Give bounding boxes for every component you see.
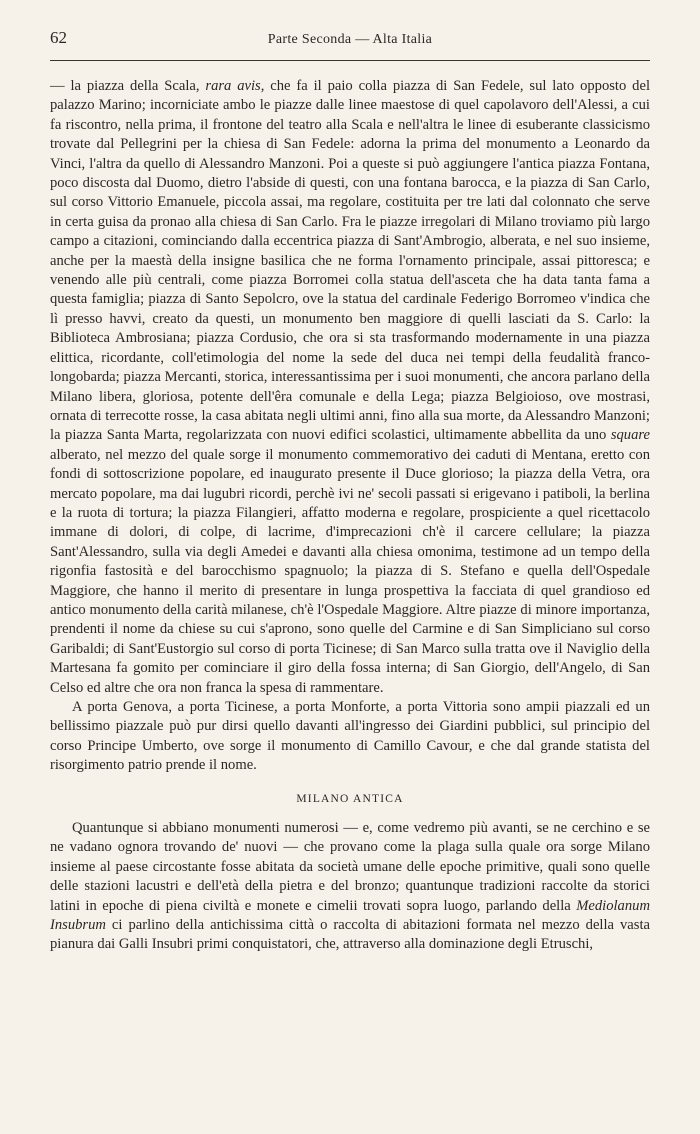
page-header xyxy=(50,28,650,52)
italic-text: rara avis xyxy=(205,78,261,94)
text-run: ci parlino della antichissima città o raccolta di abitazioni formata nel mezzo della vasta pianura dai Galli Insubri primi conquistatori, che, attraverso alla dominazione degli Etruschi, xyxy=(50,917,650,953)
section-paragraphs xyxy=(50,819,650,955)
text-run: — la piazza della Scala, xyxy=(50,78,206,94)
main-paragraphs xyxy=(50,77,650,776)
italic-text: Mediolanum Insubrum xyxy=(50,897,650,934)
text-run: Quantunque si abbiano monumenti numerosi — e, come vedremo più avanti, se ne cerchino e se ne vadano ognora trovando de' nuovi — che provano come la plaga sulla quale ora sorge Milano insieme al paese circostante fosse abitata da società umane delle epoche primitive, quali sono quelle delle stazioni lacustri e dell'età della pietra e del bronzo; quantunque tradizioni raccolte da storici latini in epoche di piena civiltà e monete e cimelii trovati sopra luogo, parlando della xyxy=(50,820,650,914)
section-heading: MILANO ANTICA xyxy=(296,792,404,805)
italic-text: square xyxy=(610,427,650,444)
body-text xyxy=(50,77,650,955)
page-number: 62 xyxy=(50,28,67,47)
header-rule xyxy=(50,60,650,61)
running-head: Parte Seconda — Alta Italia xyxy=(267,32,433,47)
text-run: alberato, nel mezzo del quale sorge il monumento commemorativo dei caduti di Mentana, eretto con fondi di sottoscrizione popolare, ed inaugurato presente il Duce glorioso; la piazza della Vetra, ora mercato popolare, ma dai lugubri ricordi, perchè ivi ne' secoli passati si erigevano i patiboli, la berlina e la ruota di tortura; la piazza Filangieri, affatto moderna e regolare, prospiciente a quel ricettacolo immane di dolori, di colpe, di lacrime, d'imprecazioni ch'è il carcere cellulare; la piazza Sant'Alessandro, sulla via degli Amedei e davanti alla chiesa omonima, testimone ad un tempo della rigonfia fastosità e del barocchismo spagnuolo; la piazza di S. Stefano e quella dell'Ospedale Maggiore, che hanno il merito di presentare in lunga prospettiva la facciata di quel grandioso ed antico monumento della carità milanese, ch'è l'Ospedale Maggiore. Altre piazze di minore importanza, prendenti il nome da chiese su cui s'aprono, sono quelle del Carmine e di San Simpliciano sul corso Garibaldi; di Sant'Eustorgio sul corso di porta Ticinese; di San Marco sulla tratta ove il Naviglio della Martesana fa gomito per cominciare il giro della fossa interna; di San Giorgio, dell'Angelo, di San Celso ed altre che ora non franca la spesa di rammentare. xyxy=(50,446,650,696)
text-run: A porta Genova, a porta Ticinese, a porta Monforte, a porta Vittoria sono ampii piazzali ed un bellissimo piazzale può pur dirsi quello davanti all'ingresso dei Giardini pubblici, sul principio del corso Principe Umberto, ove sorge il monumento di Camillo Cavour, e che dal grande statista del risorgimento patrio prende il nome. xyxy=(50,699,650,774)
paragraph xyxy=(50,698,650,776)
text-run: , che fa il paio colla piazza di San Fedele, sul lato opposto del palazzo Marino; incorniciate ambo le piazze dalle linee maestose di quel capolavoro dell'Alessi, a cui fa riscontro, nella prima, il frontone del teatro alla Scala e nell'altra le linee di esuberante classicismo trovate dal Pellegrini per la chiesa di San Fedele: adorna la prima del monumento a Leonardo da Vinci, l'altra da quello di Alessandro Manzoni. Poi a queste si può aggiungere l'antica piazza Fontana, poco discosta dal Duomo, dietro l'abside di questi, con una fontana barocca, e la piazza di San Carlo, sul corso Vittorio Emanuele, piccola assai, ma regolare, costituita per tre lati dal colonnato che serve in certa guisa da pronao alla chiesa di San Carlo. Fra le piazze irregolari di Milano troviamo più largo campo a citazioni, cominciando dalla eccentrica piazza di Sant'Ambrogio, alberata, e nel suo insieme, anche per la maestà della insigne basilica che ne forma l'ornamento principale, assai pittoresca; e venendo alle più centrali, come piazza Borromei colla statua dell'asceta che ha data tanta fama a questa famiglia; piazza di Santo Sepolcro, ove la statua del cardinale Federigo Borromeo v'indica che lì presso havvi, creato da questi, un monumento ben maggiore di quelli lasciati da S. Carlo: la Biblioteca Ambrosiana; piazza Cordusio, che ora si sta trasformando modernamente in una piazza elittica, ricordante, coll'etimologia del nome la sede del duca nei tempi della feudalità franco-longobarda; piazza Mercanti, storica, interessantissima per i suoi monumenti, che ancora parlano della Milano libera, gloriosa, potente dell'êra comunale e della Lega; piazza Belgioioso, ove mostrasi, ornata di terrecotte rosse, la casa abitata negli ultimi anni, fino alla sua morte, da Alessandro Manzoni; la piazza Santa Marta, regolarizzata con nuovi edifici scolastici, ultimamente abbellita da uno xyxy=(50,78,650,444)
paragraph xyxy=(50,77,650,698)
paragraph xyxy=(50,819,650,955)
